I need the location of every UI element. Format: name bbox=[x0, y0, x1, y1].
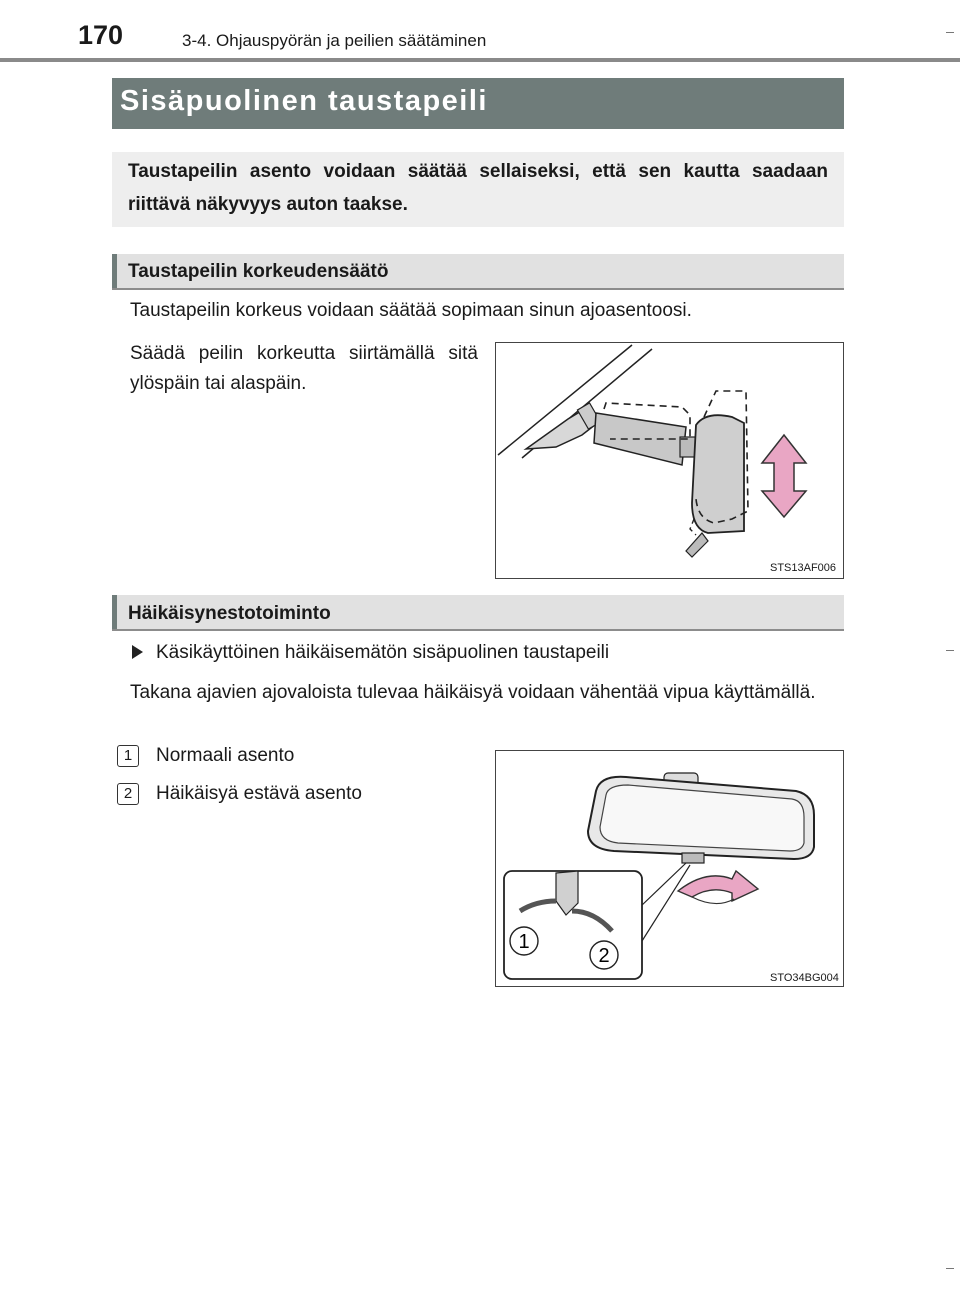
manual-mirror-label: Käsikäyttöinen häikäisemätön sisäpuolinen taustapeili bbox=[156, 642, 610, 663]
margin-tick bbox=[946, 650, 954, 651]
mirror-height-illustration bbox=[496, 343, 843, 578]
figure-code: STS13AF006 bbox=[770, 562, 837, 574]
inset-label-1: 1 bbox=[518, 931, 530, 953]
page-title: Sisäpuolinen taustapeili bbox=[120, 85, 488, 117]
header-rule bbox=[0, 58, 960, 62]
page-number: 170 bbox=[78, 20, 124, 50]
intro-text: Taustapeilin asento voidaan säätää sellaiseksi, että sen kautta saadaan riittävä näkyvyys auton taakse. bbox=[128, 161, 828, 215]
section-heading-height-adjust: Taustapeilin korkeudensäätö bbox=[128, 261, 389, 282]
anti-glare-text: Takana ajavien ajovaloista tulevaa häikäisyä voidaan vähentää vipua käyttämällä. bbox=[130, 682, 816, 703]
section-heading-anti-glare: Häikäisynestotoiminto bbox=[128, 603, 331, 624]
item-label-anti-glare: Häikäisyä estävä asento bbox=[156, 783, 362, 804]
chapter-title: 3-4. Ohjauspyörän ja peilien säätäminen bbox=[182, 31, 487, 50]
figure-mirror-anti-glare bbox=[495, 750, 844, 987]
mirror-anti-glare-illustration bbox=[496, 751, 843, 986]
item-number: 2 bbox=[117, 783, 139, 805]
item-number: 1 bbox=[117, 745, 139, 767]
margin-tick bbox=[946, 1268, 954, 1269]
bullet-triangle-icon bbox=[132, 645, 143, 659]
height-adjust-text: Taustapeilin korkeus voidaan säätää sopimaan sinun ajoasentoosi. bbox=[130, 300, 692, 321]
margin-tick bbox=[946, 32, 954, 33]
height-adjust-instruction: Säädä peilin korkeutta siirtämällä sitä ylöspäin tai alaspäin. bbox=[130, 343, 478, 394]
inset-label-2: 2 bbox=[598, 945, 610, 967]
figure-code: STO34BG004 bbox=[770, 972, 839, 984]
figure-mirror-height bbox=[495, 342, 844, 579]
item-label-normal: Normaali asento bbox=[156, 745, 295, 766]
